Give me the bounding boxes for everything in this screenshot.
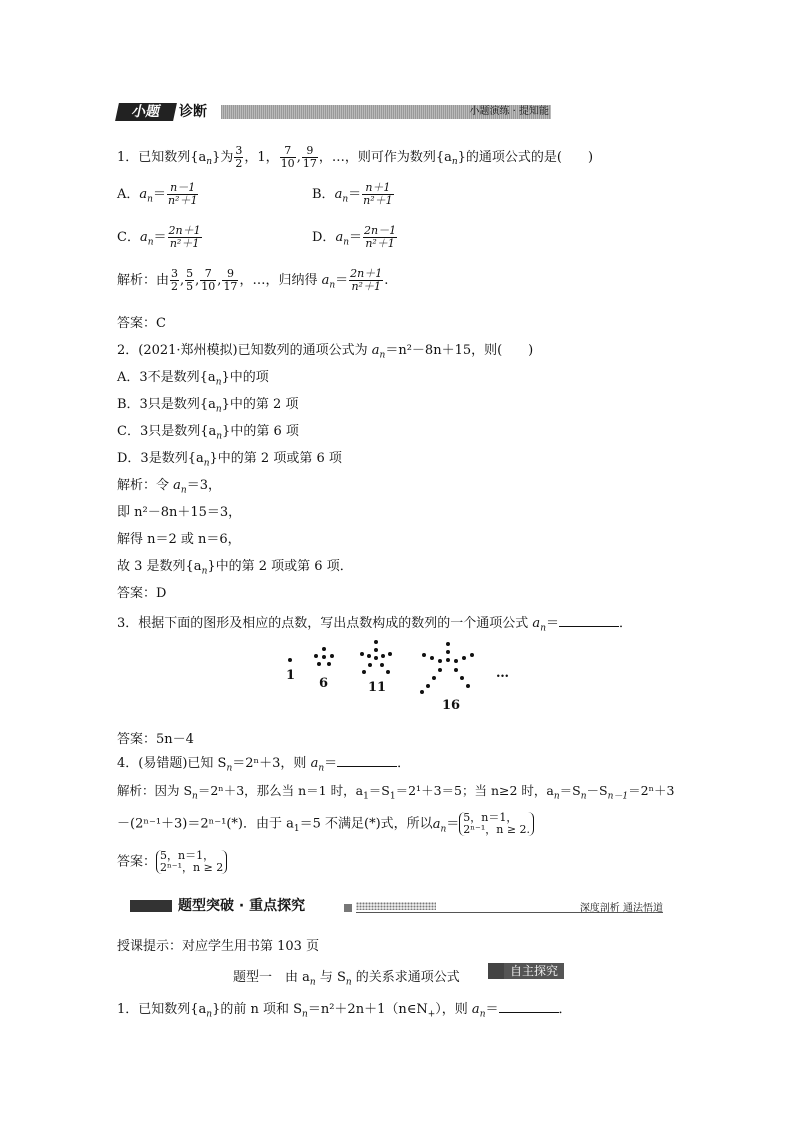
dot [430, 656, 434, 660]
dot [420, 690, 424, 694]
piecewise-brace: 5，n＝1， 2ⁿ⁻¹，n ≥ 2. [459, 812, 534, 836]
type1-title: 题型一 由 $a_n$ 与 $S_n$ 的关系求通项公式 [233, 970, 460, 988]
dot [360, 652, 364, 656]
q1-stem: 1．已知数列$\{a_n\}$为 $\frac{3}{2}$ ，1， $\frac{7}{10}$ , $\frac{9}{17}$ ，…，则可作为数列$\{a_n\}$的通项公式的是( ) [117, 144, 594, 170]
dot [327, 662, 331, 666]
dot [446, 650, 450, 654]
q2-answer: 答案：D [117, 586, 167, 601]
dot [322, 647, 326, 651]
q4-stem: 4．(易错题)已知 $S_n=2^n+3$，则 $a_n=$ ． [117, 756, 411, 774]
q2-option-c: C．3只是数列$\{a_n\}$中的第 6 项 [117, 424, 299, 442]
figure-label-11: 11 [368, 680, 387, 695]
dot [374, 648, 378, 652]
dot [330, 654, 334, 658]
dot [446, 642, 450, 646]
answer-blank[interactable] [559, 616, 619, 627]
dot [460, 676, 464, 680]
dot [288, 658, 292, 662]
q3-stem: 3．根据下面的图形及相应的点数，写出点数构成的数列的一个通项公式 $a_n=$ ． [117, 616, 633, 634]
dot [368, 663, 372, 667]
q2-analysis-1: 解析：令 $a_n=3$， [117, 478, 221, 496]
dot [426, 684, 430, 688]
figure-label-16: 16 [442, 698, 461, 713]
dot [317, 662, 321, 666]
header-square [344, 904, 352, 912]
teaching-hint: 授课提示：对应学生用书第 103 页 [117, 939, 320, 954]
dot [432, 676, 436, 680]
q2-analysis-3: 解得 n＝2 或 n＝6， [117, 532, 241, 547]
header-block [130, 900, 172, 912]
q2-stem: 2．(2021·郑州模拟)已知数列的通项公式为 $a_n=n^2-8n+15$，则( ) [117, 343, 534, 361]
q4-answer: 答案： 5，n＝1， 2ⁿ⁻¹，n ≥ 2 [117, 850, 227, 874]
q1-option-c: C．$a_n=$ $\frac{2n+1}{\text{n²＋1}}$ [117, 224, 201, 250]
section-header-small-problems [117, 103, 557, 121]
q1-option-a: A．$a_n=$ $\frac{n-1}{\text{n²＋1}}$ [117, 181, 198, 207]
dot [322, 655, 326, 659]
section-tag-diagnosis: 诊断 [179, 104, 207, 120]
q1-analysis: 解析：由 $\frac{3}{2}$ , $\frac{5}{5}$ , $\frac{7}{10}$ , $\frac{9}{17}$ ，…，归纳得 $a_n=$ $\frac{2n+1}{\text{n²＋1}}$ . [117, 267, 389, 293]
header-dots [356, 902, 436, 910]
q1-option-b: B．$a_n=$ $\frac{n+1}{\text{n²＋1}}$ [312, 181, 393, 207]
section-title: 题型突破 · 重点探究 [178, 898, 306, 914]
dot [381, 654, 385, 658]
self-study-badge: 自主探究 [488, 963, 564, 981]
header-right-text: 深度剖析 通法悟道 [579, 903, 663, 914]
dot [466, 684, 470, 688]
puzzle-icon [488, 963, 504, 979]
figure-label-1: 1 [286, 668, 296, 683]
figure-label-6: 6 [319, 676, 329, 691]
q2-option-d: D．3是数列$\{a_n\}$中的第 2 项或第 6 项 [117, 451, 342, 469]
section-header-problem-types [130, 898, 663, 914]
answer-blank[interactable] [499, 1002, 559, 1013]
q1-answer: 答案：C [117, 316, 166, 331]
dot [367, 654, 371, 658]
dot [388, 652, 392, 656]
dot [454, 659, 458, 663]
section-tag: 小题 [115, 103, 177, 121]
q2-option-a: A．3不是数列$\{a_n\}$中的项 [117, 370, 269, 388]
q4-analysis-2: －(2ⁿ⁻¹＋3)＝2ⁿ⁻¹(*)．由于 $a_1=5$ 不满足(*)式，所以$a_n=$ 5，n＝1， 2ⁿ⁻¹，n ≥ 2. [117, 812, 534, 836]
dot [446, 658, 450, 662]
dot [380, 663, 384, 667]
dot-figure [270, 638, 530, 718]
dot [422, 653, 426, 657]
answer-piecewise-brace: 5，n＝1， 2ⁿ⁻¹，n ≥ 2 [156, 850, 227, 874]
dot [362, 670, 366, 674]
figure-ellipsis: … [496, 666, 509, 681]
q1-option-d: D．$a_n=$ $\frac{2n-1}{\text{n²＋1}}$ [312, 224, 397, 250]
dot [314, 654, 318, 658]
q2-analysis-4: 故 3 是数列$\{a_n\}$中的第 2 项或第 6 项． [117, 559, 353, 577]
dot [462, 656, 466, 660]
p1-stem: 1．已知数列$\{a_n\}$的前 n 项和 $S_n=n^2+2n+1(n\in N_+)$，则 $a_n=$ ． [117, 1002, 572, 1020]
dot [438, 668, 442, 672]
dot [470, 653, 474, 657]
q3-answer: 答案：5n－4 [117, 732, 194, 747]
q4-analysis-1: 解析：因为 $S_n=2^n+3$，那么当 n＝1 时，$a_1=S_1=2^1+3=5$；当 n≥2 时，$a_n=S_n-S_{n-1}=2^n+3$ [117, 783, 675, 802]
q2-option-b: B．3只是数列$\{a_n\}$中的第 2 项 [117, 397, 299, 415]
dot [438, 659, 442, 663]
dot [386, 670, 390, 674]
dot [374, 640, 378, 644]
dot [454, 668, 458, 672]
q2-analysis-2: 即 n²－8n＋15＝3， [117, 505, 242, 520]
header-right-text: 小题演练 · 提知能 [469, 106, 549, 117]
answer-blank[interactable] [337, 756, 397, 767]
dot [374, 656, 378, 660]
